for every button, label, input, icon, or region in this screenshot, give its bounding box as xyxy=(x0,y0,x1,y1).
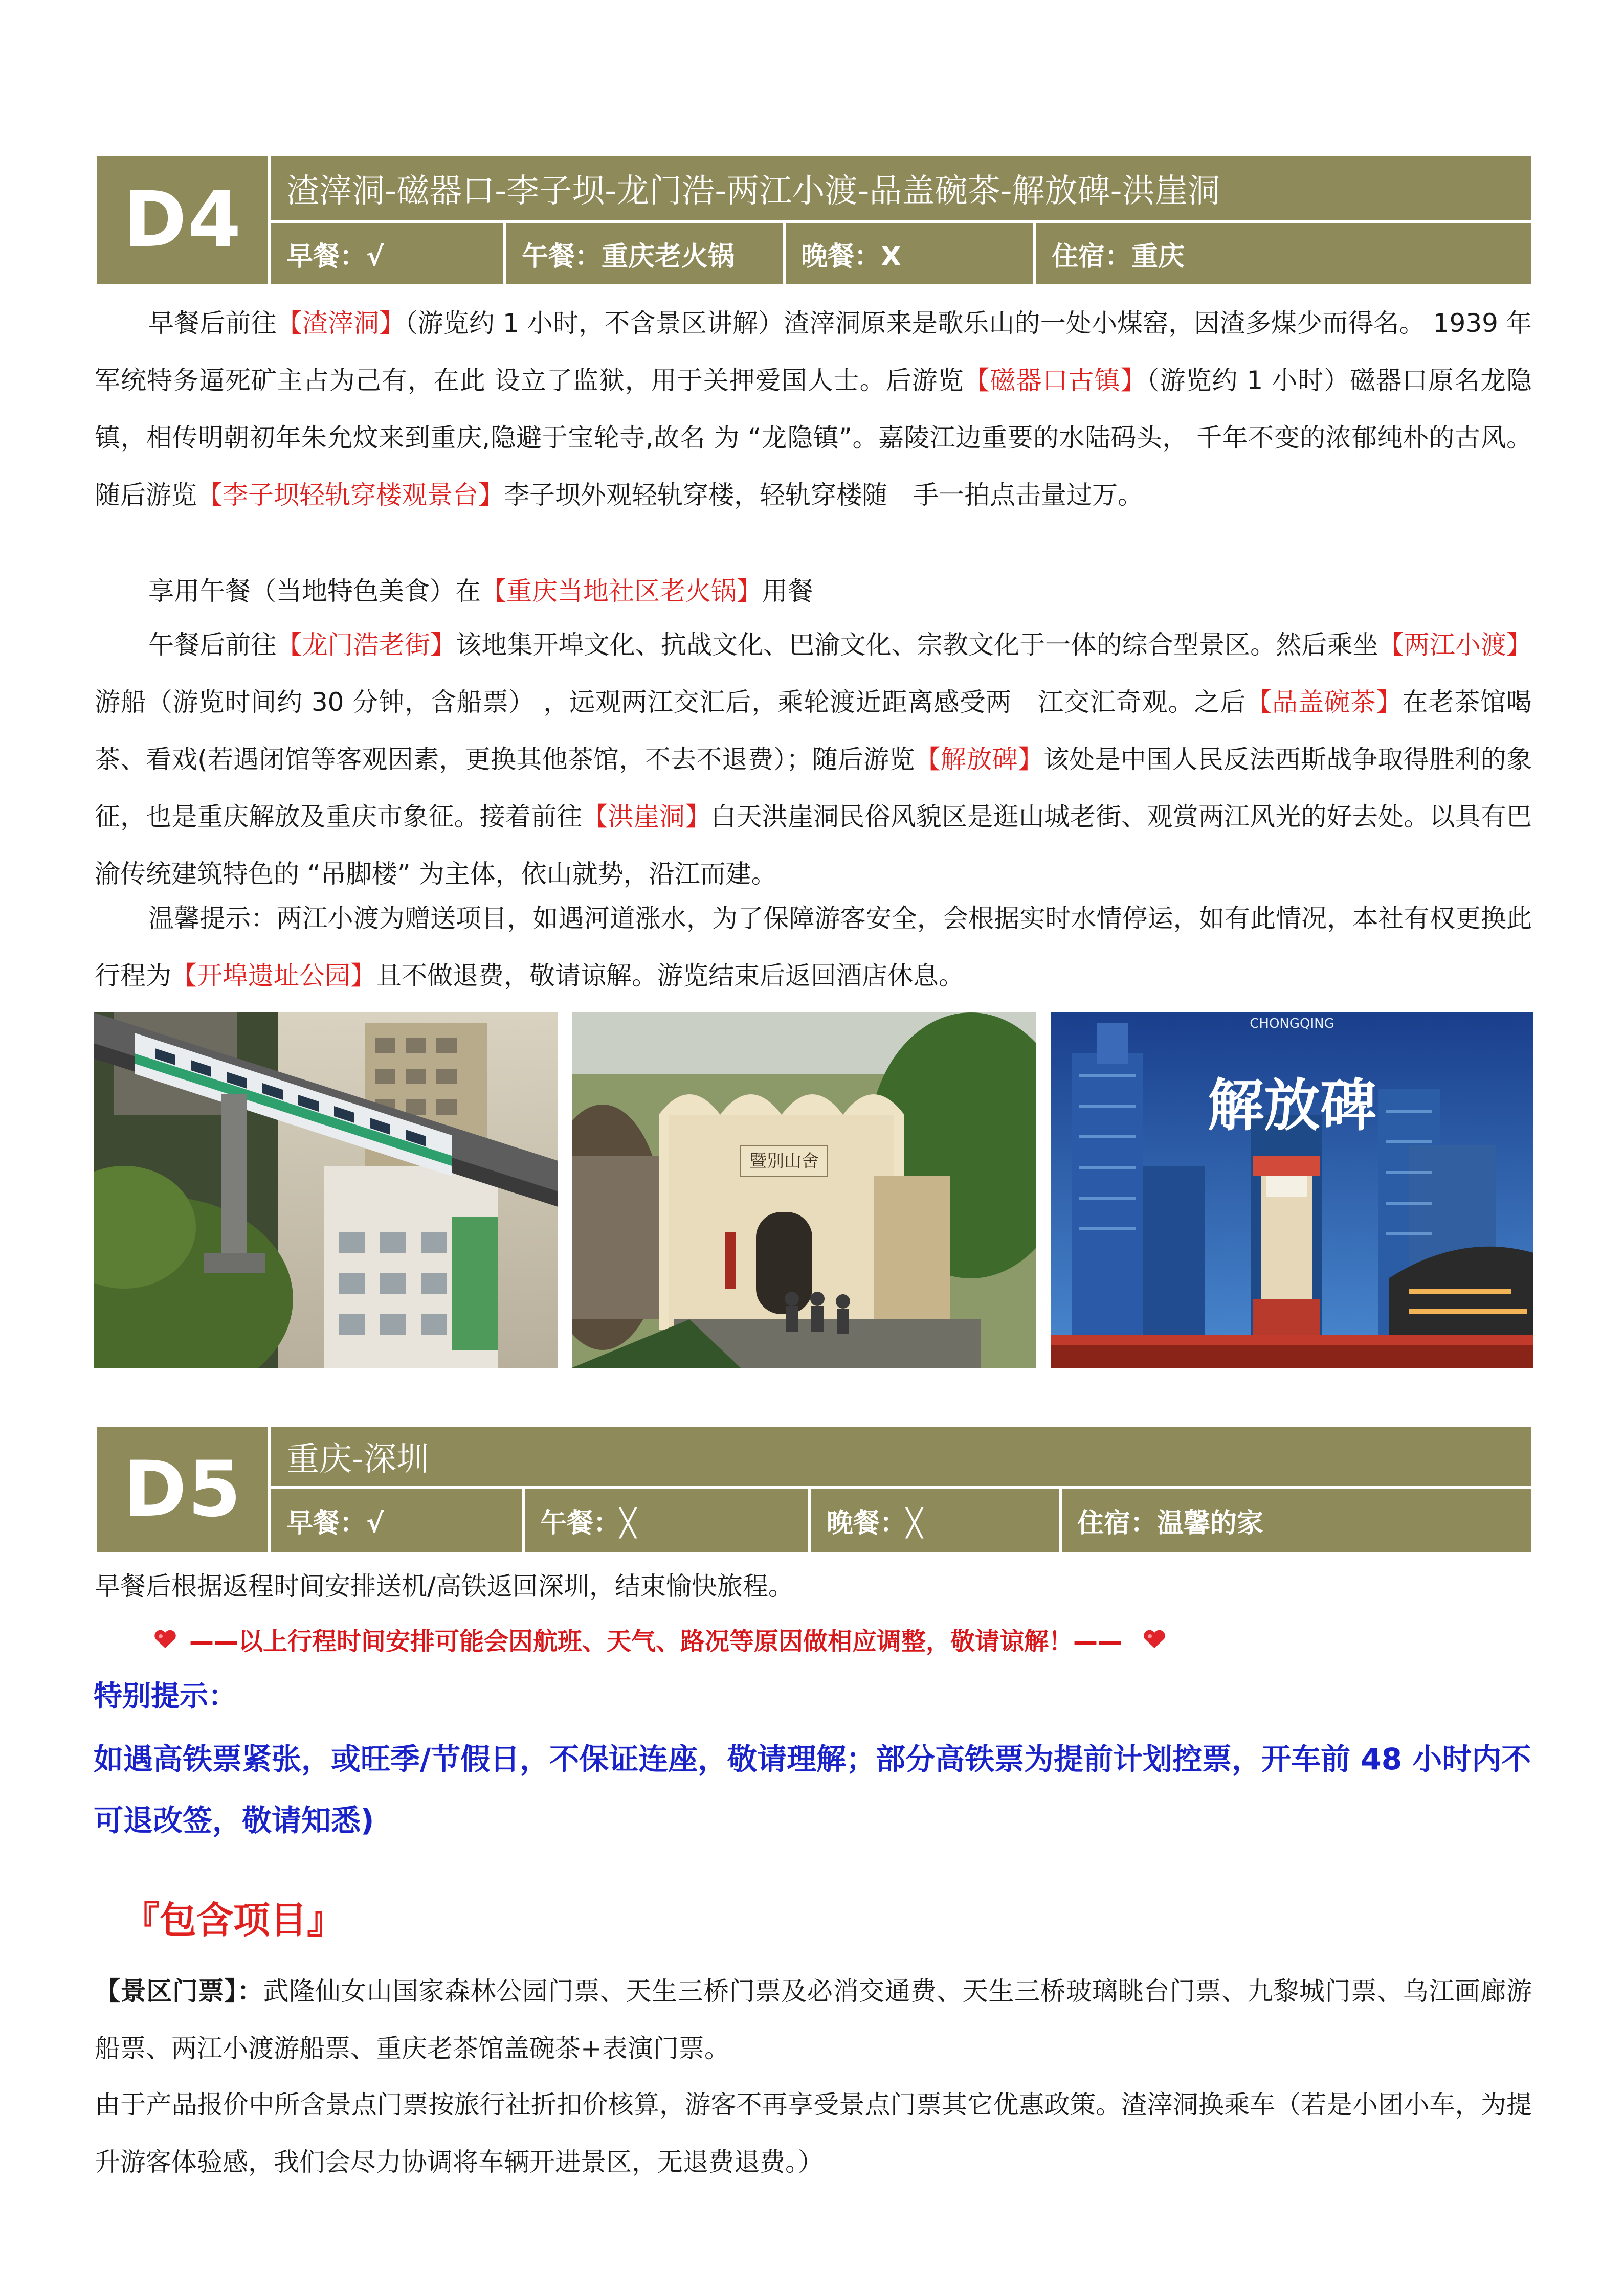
day5-header xyxy=(97,1427,1531,1552)
day4-meals xyxy=(268,223,1531,284)
day4-paragraph-4 xyxy=(95,890,1532,1004)
tickets-label: 【景区门票】： xyxy=(95,1976,263,2006)
day4-breakfast: 早餐：√ xyxy=(271,223,506,284)
paragraph-text: 用餐 xyxy=(762,576,813,606)
photo-liziba-monorail xyxy=(94,1012,558,1368)
notice-text: ——以上行程时间安排可能会因航班、天气、路况等原因做相应调整，敬请谅解！—— xyxy=(189,1627,1123,1656)
liziba-monorail-illustration xyxy=(94,1012,558,1368)
attraction-highlight: 【龙门浩老街】 xyxy=(276,630,456,660)
zhazidong-sign: 暨别山舍 xyxy=(749,1151,819,1172)
day5-meals xyxy=(268,1489,1531,1552)
day4-header xyxy=(97,156,1531,284)
attraction-highlight: 【李子坝轻轨穿楼观景台】 xyxy=(197,480,504,510)
included-tickets xyxy=(95,1963,1532,2077)
paragraph-text: 且不做退费，敬请谅解。游览结束后返回酒店休息。 xyxy=(376,961,964,991)
paragraph-text: 该处是中国人民反法西斯战争取得胜利的象征，也是重庆解放及重庆市象征。接着前往 xyxy=(95,745,1532,831)
day5-paragraph: 早餐后根据返程时间安排送机/高铁返回深圳，结束愉快旅程。 xyxy=(95,1571,794,1601)
day4-lodging: 住宿：重庆 xyxy=(1052,241,1185,272)
attraction-highlight: 【渣滓洞】 xyxy=(276,308,405,338)
day5-lodging: 住宿：温馨的家 xyxy=(1077,1508,1264,1539)
photo-jiefangbei xyxy=(1051,1012,1533,1368)
paragraph-text: 午餐后前往 xyxy=(148,630,277,660)
day4-dinner: 晚餐：X xyxy=(786,223,1036,284)
paragraph-text: 李子坝外观轻轨穿楼，轻轨穿楼随 手一拍点击量过万。 xyxy=(504,480,1143,510)
day5-label: D5 xyxy=(123,1445,242,1534)
special-tips-title: 特别提示： xyxy=(94,1680,237,1713)
day4-label: D4 xyxy=(123,175,242,264)
day4-paragraph-2 xyxy=(95,562,1532,620)
attraction-highlight: 【洪崖洞】 xyxy=(582,802,711,831)
day4-paragraph-1 xyxy=(95,295,1532,524)
attraction-highlight: 【开埠遗址公园】 xyxy=(171,961,376,991)
day4-lunch: 午餐：重庆老火锅 xyxy=(506,223,786,284)
day4-route: 渣滓洞-磁器口-李子坝-龙门浩-两江小渡-品盖碗茶-解放碑-洪崖洞 xyxy=(268,156,1531,223)
heart-icon xyxy=(1143,1629,1166,1649)
included-title: 『包含项目』 xyxy=(123,1899,344,1942)
paragraph-text: （游览约 1 小时，不含景区讲解）渣滓洞原来是歌乐山的一处小煤窑，因渣多煤少而得名。 1939 年军统特务逼死矿主占为己有，在此 设立了监狱，用于关押爱国人士。后游览 xyxy=(95,308,1532,395)
paragraph-text: 享用午餐（当地特色美食）在 xyxy=(148,576,481,606)
attraction-highlight: 【品盖碗茶】 xyxy=(1246,687,1403,717)
schedule-notice xyxy=(153,1616,1330,1662)
zhazidong-illustration xyxy=(572,1012,1036,1368)
heart-icon xyxy=(153,1629,177,1649)
paragraph-text: 该地集开埠文化、抗战文化、巴渝文化、宗教文化于一体的综合型景区。然后乘坐 xyxy=(456,630,1378,660)
attraction-highlight: 【重庆当地社区老火锅】 xyxy=(481,576,762,606)
paragraph-text: （游览约 1 小时）磁器口原名龙隐镇，相传明朝初年朱允炆来到重庆,隐避于宝轮寺,故名 为 “龙隐镇”。嘉陵江边重要的水陆码头， 千年不变的浓郁纯朴的古风。随后游览 xyxy=(95,366,1532,510)
jiefangbei-overlay-text: 解放碑 xyxy=(1208,1072,1376,1138)
attraction-highlight: 【解放碑】 xyxy=(915,745,1044,774)
day5-route: 重庆-深圳 xyxy=(268,1427,1531,1489)
paragraph-text: 游船（游览时间约 30 分钟，含船票） ，远观两江交汇后，乘轮渡近距离感受两 江交汇奇观。之后 xyxy=(95,687,1247,717)
special-tips-body: 如遇高铁票紧张，或旺季/节假日，不保证连座，敬请理解；部分高铁票为提前计划控票，开车前 48 小时内不可退改签，敬请知悉) xyxy=(94,1742,1531,1838)
photo-zhazidong xyxy=(572,1012,1036,1368)
jiefangbei-illustration xyxy=(1051,1012,1533,1368)
day5-lunch: 午餐：╳ xyxy=(525,1489,811,1552)
attraction-highlight: 【磁器口古镇】 xyxy=(964,366,1147,395)
day5-dinner: 晚餐：╳ xyxy=(811,1489,1062,1552)
day4-paragraph-3 xyxy=(95,616,1532,903)
day5-breakfast: 早餐：√ xyxy=(271,1489,525,1552)
paragraph-text: 在老茶馆喝茶、看戏(若遇闭馆等客观因素，更换其他茶馆，不去不退费）；随后游览 xyxy=(95,687,1532,774)
paragraph-text: 白天洪崖洞民俗风貌区是逛山城老街、观赏两江风光的好去处。以具有巴渝传统建筑特色的 “吊脚楼” 为主体，依山就势，沿江而建。 xyxy=(95,802,1532,889)
paragraph-text: 早餐后前往 xyxy=(148,308,277,338)
included-note: 由于产品报价中所含景点门票按旅行社折扣价核算，游客不再享受景点门票其它优惠政策。渣滓洞换乘车（若是小团小车，为提升游客体验感，我们会尽力协调将车辆开进景区，无退费退费。） xyxy=(95,2090,1532,2177)
attraction-highlight: 【两江小渡】 xyxy=(1378,630,1532,660)
jiefangbei-top-text: CHONGQING xyxy=(1250,1016,1334,1031)
tickets-text: 武隆仙女山国家森林公园门票、天生三桥门票及必消交通费、天生三桥玻璃眺台门票、九黎城门票、乌江画廊游船票、两江小渡游船票、重庆老茶馆盖碗茶+表演门票。 xyxy=(95,1976,1532,2063)
paragraph-text: 温馨提示：两江小渡为赠送项目，如遇河道涨水，为了保障游客安全，会根据实时水情停运，如有此情况，本社有权更换此行程为 xyxy=(95,904,1532,991)
